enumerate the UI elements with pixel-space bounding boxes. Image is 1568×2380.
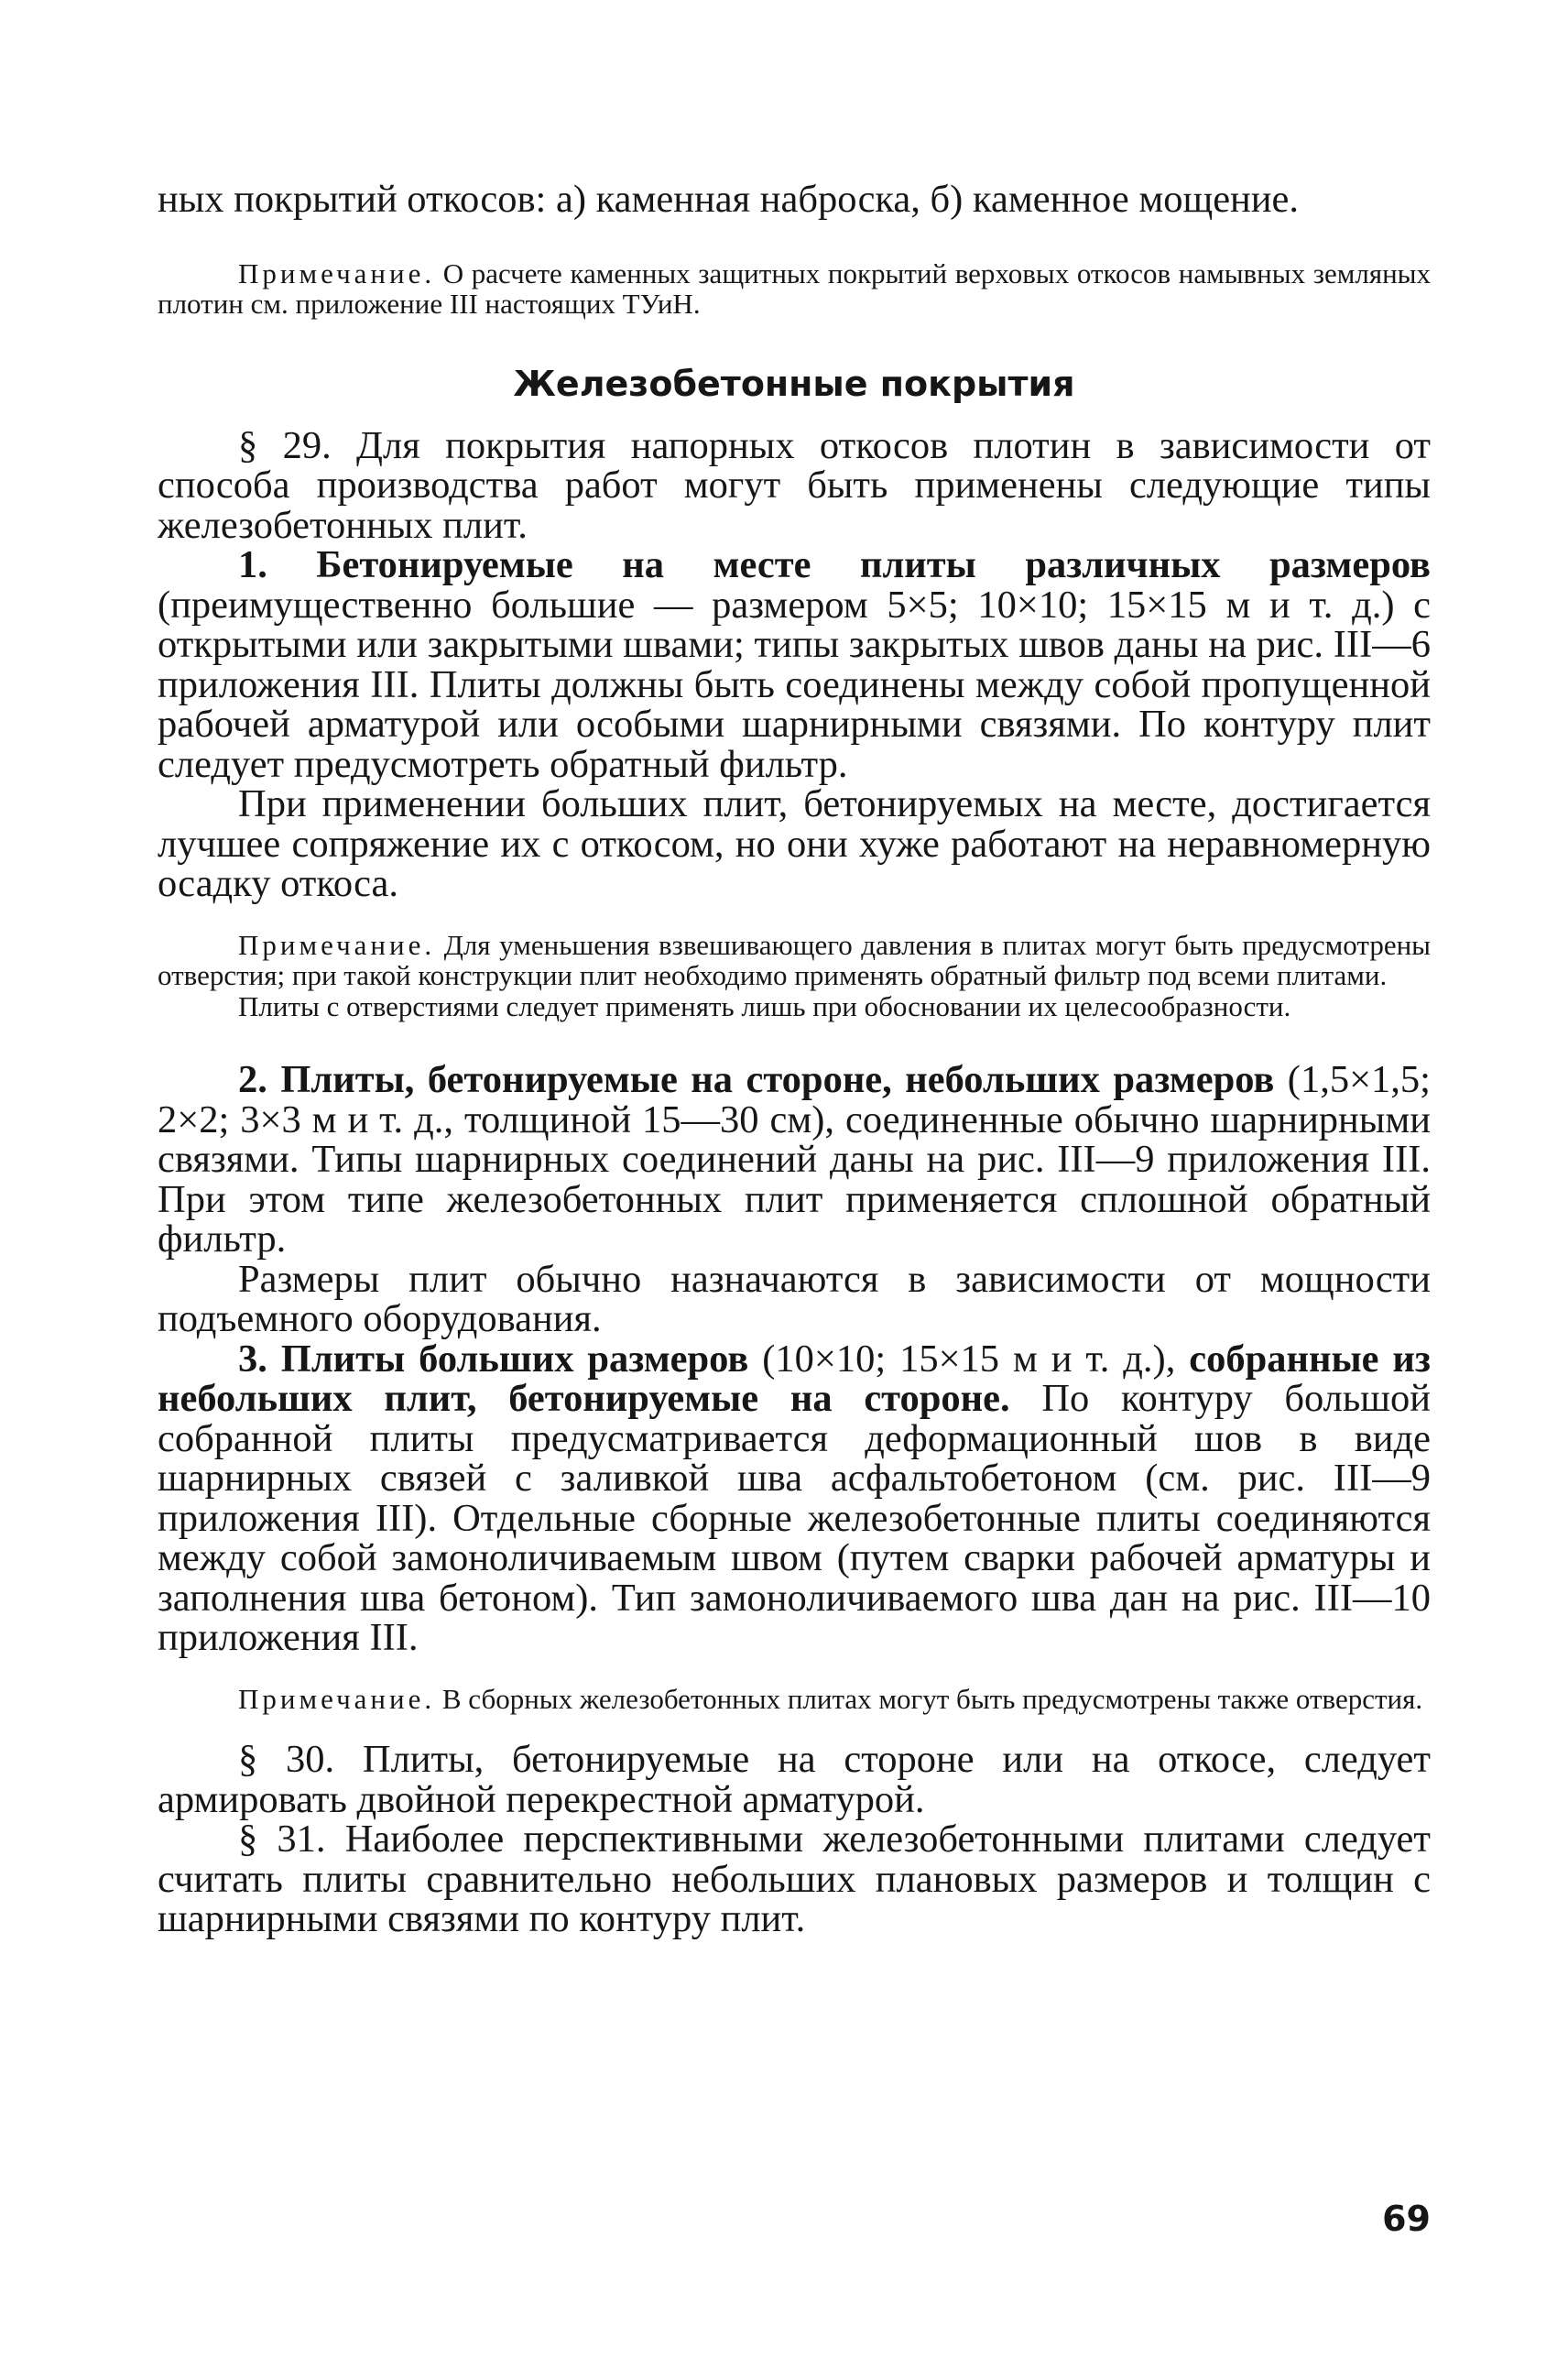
item-1 <box>158 545 1431 784</box>
item-2-followup: Размеры плит обычно назначаются в зависимости от мощности подъемного оборудования. <box>158 1257 1431 1340</box>
paragraph-29: § 29. Для покрытия напорных откосов плотин в зависимости от способа производства работ могут быть применены следующие типы железобетонных плит. <box>158 423 1431 547</box>
note-3-label: Примечание. <box>238 1682 436 1715</box>
paragraph-30: § 30. Плиты, бетонируемые на стороне или на откосе, следует армировать двойной перекрестной арматурой. <box>158 1738 1431 1821</box>
note-1-text: О расчете каменных защитных покрытий верховых откосов намывных земляных плотин см. приложение III настоящих ТУиН. <box>158 257 1431 320</box>
item-1-followup: При применении больших плит, бетонируемых на месте, достигается лучшее сопряжение их с откосом, но они хуже работают на неравномерную осадку откоса. <box>158 782 1431 905</box>
note-2-label: Примечание. <box>238 928 436 961</box>
note-3 <box>158 1684 1431 1715</box>
paragraph-31: § 31. Наиболее перспективными железобетонными плитами следует считать плиты сравнительно небольших плановых размеров и толщин с шарнирными связями по контуру плит. <box>158 1818 1431 1940</box>
note-2-continuation: Плиты с отверстиями следует применять лишь при обосновании их целесообразности. <box>238 989 1291 1022</box>
item-2-text: (1,5×1,5; 2×2; 3×3 м и т. д., толщиной 15—30 см), соединенные обычно шарнирными связями. Типы шарнирных соединений даны на рис. III—9 приложения III. При этом типе железобетонных плит применяется сплошной обратный фильтр. <box>158 1058 1431 1261</box>
note-1 <box>158 258 1431 320</box>
item-3-subtitle: собранные из небольших плит, бетонируемые на стороне. <box>158 1337 1431 1420</box>
note-1-label: Примечание. <box>238 257 436 289</box>
note-2-text: Для уменьшения взвешивающего давления в плитах могут быть предусмотрены отверстия; при такой конструкции плит необходимо применять обратный фильтр под всеми плитами. <box>158 928 1431 991</box>
item-3-text: По контуру большой собранной плиты предусматривается деформационный шов в виде шарнирных связей с заливкой шва асфальтобетоном (см. рис. III—9 приложения III). Отдельные сборные железобетонные плиты соединяются между собой замоноличиваемым швом (путем сварки рабочей арматуры и заполнения шва бетоном). Тип замоноличиваемого шва дан на рис. III—10 приложения III. <box>158 1377 1431 1659</box>
item-2-title: 2. Плиты, бетонируемые на стороне, небольших размеров <box>238 1058 1275 1101</box>
paragraph-intro: ных покрытий откосов: а) каменная наброска, б) каменное мощение. <box>158 180 1300 221</box>
note-2 <box>158 930 1431 991</box>
item-1-title: 1. Бетонируемые на месте плиты различных размеров <box>238 543 1431 586</box>
item-3-dimensions: (10×10; 15×15 м и т. д.), <box>748 1337 1190 1381</box>
section-heading: Железобетонные покрытия <box>513 363 1075 404</box>
document-page <box>158 180 1431 2268</box>
item-3 <box>158 1339 1431 1658</box>
item-2 <box>158 1060 1431 1260</box>
item-3-title: 3. Плиты больших размеров <box>238 1337 749 1381</box>
item-1-text: (преимущественно большие — размером 5×5; 10×10; 15×15 м и т. д.) с открытыми или закрытыми швами; типы закрытых швов даны на рис. III—6 приложения III. Плиты должны быть соединены между собой пропущенной рабочей арматурой или особыми шарнирными связями. По контуру плит следует предусмотреть обратный фильтр. <box>158 583 1431 786</box>
note-3-text: В сборных железобетонных плитах могут быть предусмотрены также отверстия. <box>435 1682 1423 1715</box>
page-number: 69 <box>1382 2199 1431 2239</box>
